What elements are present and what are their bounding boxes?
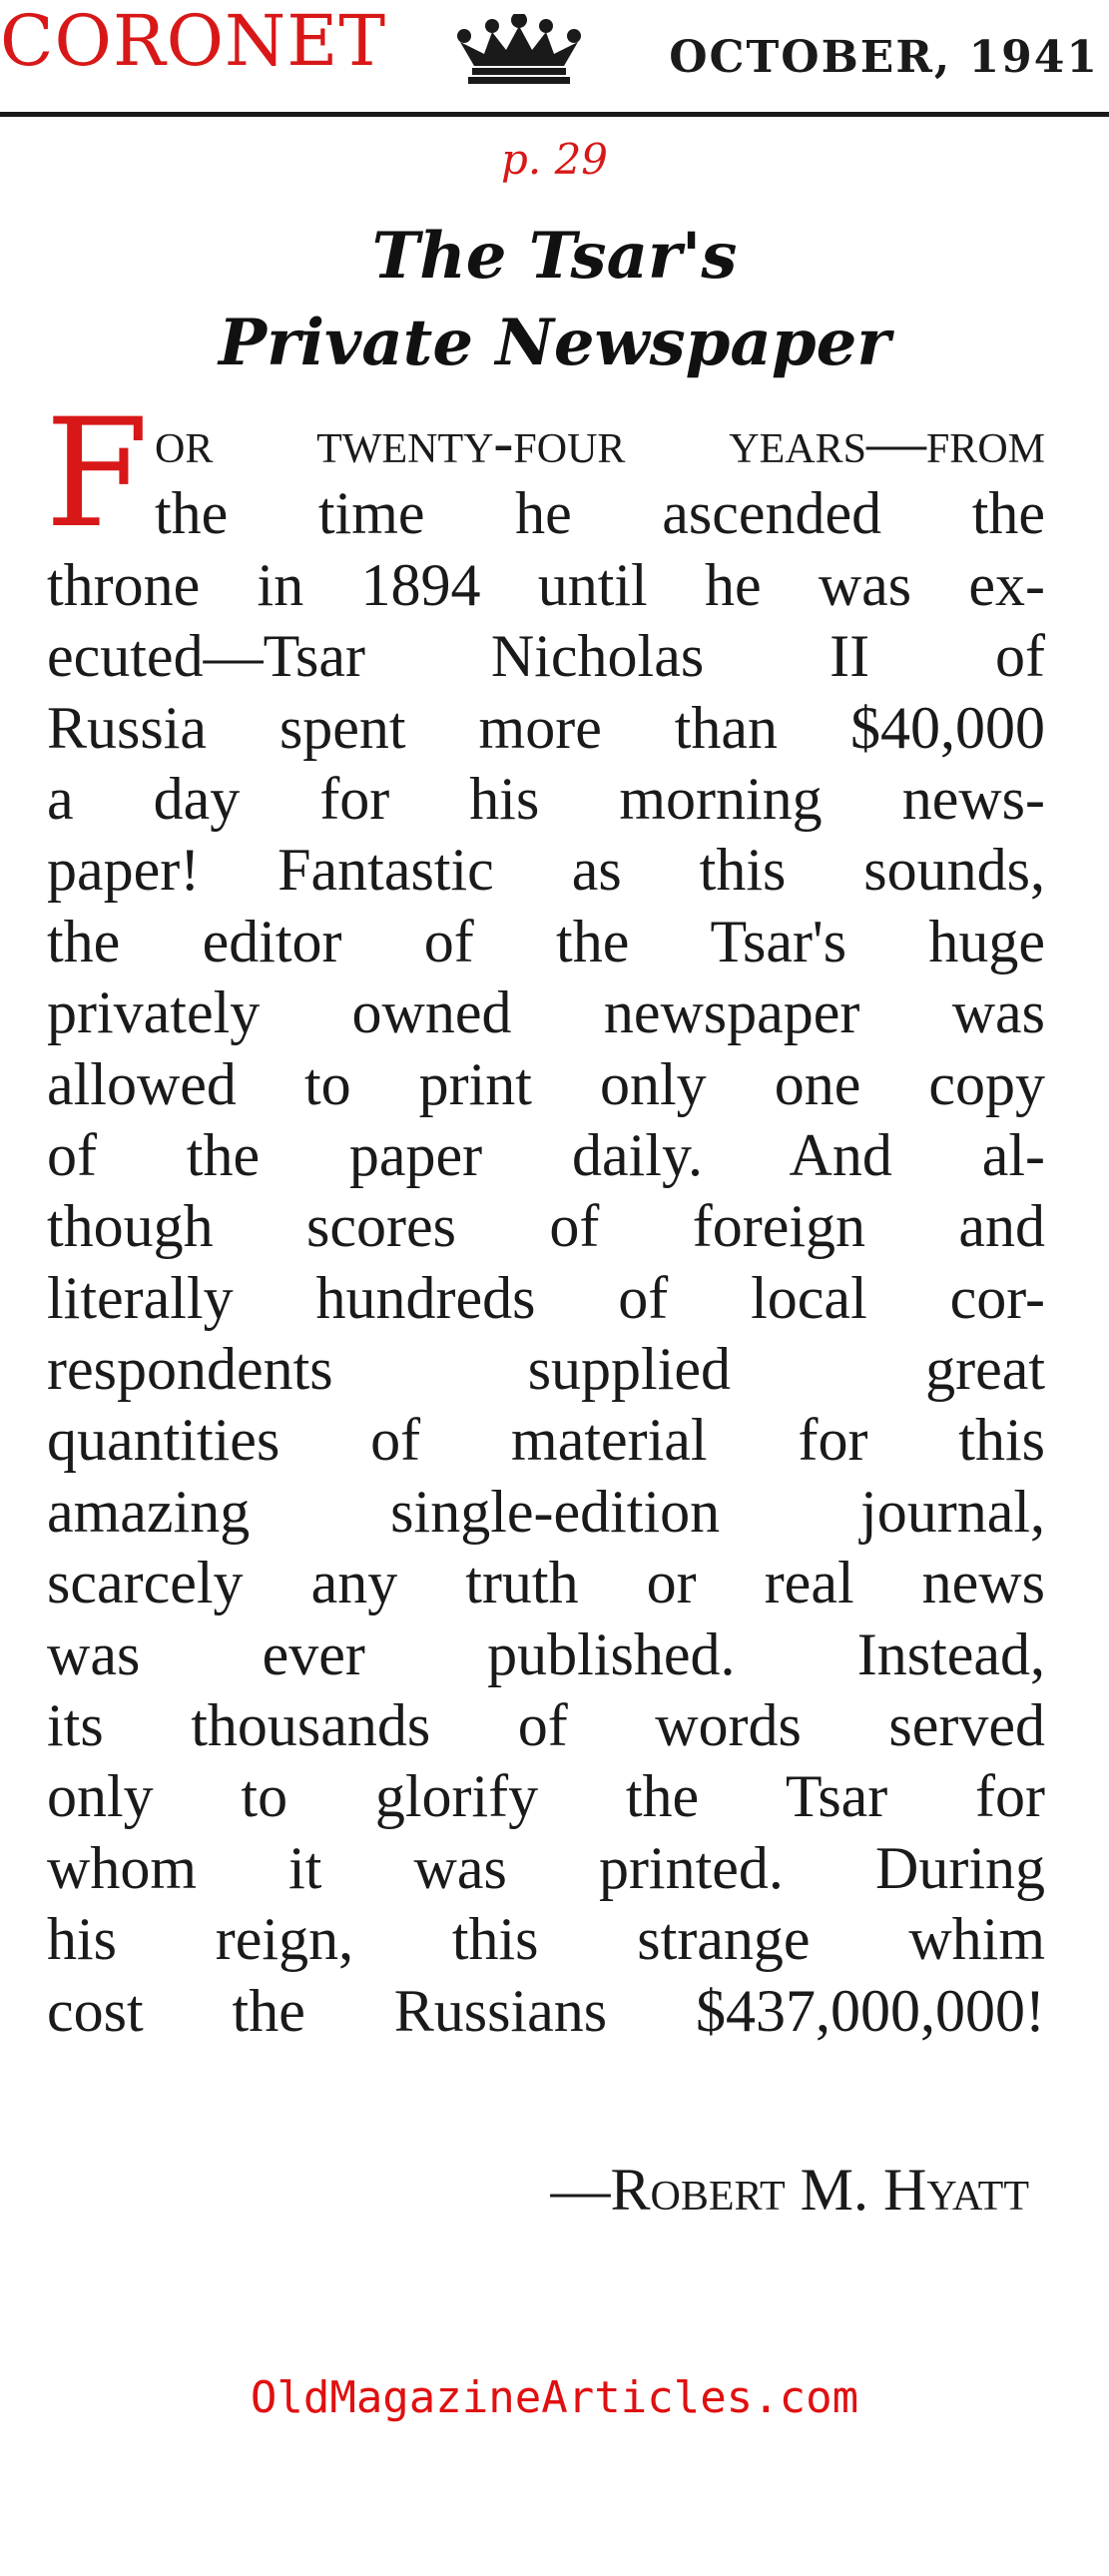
- body-line: the editor of the Tsar's huge: [47, 908, 1045, 974]
- byline: —Robert M. Hyatt: [550, 2157, 1029, 2223]
- body-line: literally hundreds of local cor-: [47, 1264, 1045, 1331]
- body-line: the time he ascended the: [155, 480, 1045, 547]
- body-line: amazing single-edition journal,: [47, 1478, 1045, 1545]
- article-title: [0, 213, 1109, 386]
- body-line: only to glorify the Tsar for: [47, 1763, 1045, 1830]
- magazine-name: CORONET: [0, 0, 387, 82]
- site-watermark: OldMagazineArticles.com: [250, 2372, 859, 2423]
- body-line: whom it was printed. During: [47, 1834, 1045, 1901]
- body-line: ecuted—Tsar Nicholas II of: [47, 623, 1045, 690]
- body-line: its thousands of words served: [47, 1692, 1045, 1759]
- body-line: respondents supplied great: [47, 1336, 1045, 1403]
- masthead: [0, 0, 1109, 118]
- issue-date: OCTOBER, 1941: [669, 32, 1099, 83]
- body-line: his reign, this strange whim: [47, 1906, 1045, 1973]
- page-number: p. 29: [500, 135, 609, 184]
- body-line: cost the Russians $437,000,000!: [47, 1977, 1045, 2044]
- drop-cap: F: [45, 387, 150, 561]
- title-line-1: The Tsar's: [371, 219, 738, 294]
- article-body: [47, 407, 1045, 2047]
- first-line-text: or twenty-four years—from: [155, 409, 1045, 475]
- body-line: of the paper daily. And al-: [47, 1121, 1045, 1188]
- body-line: paper! Fantastic as this sounds,: [47, 837, 1045, 904]
- body-lines: [47, 478, 1045, 2047]
- body-line: Russia spent more than $40,000: [47, 694, 1045, 761]
- body-line: was ever published. Instead,: [47, 1620, 1045, 1687]
- masthead-rule: [0, 112, 1109, 117]
- body-line: throne in 1894 until he was ex-: [47, 551, 1045, 618]
- body-line: quantities of material for this: [47, 1407, 1045, 1474]
- body-line: allowed to print only one copy: [47, 1050, 1045, 1117]
- title-line-2: Private Newspaper: [218, 306, 891, 380]
- body-line: a day for his morning news-: [47, 765, 1045, 832]
- crown-icon: [454, 14, 584, 86]
- body-line: privately owned newspaper was: [47, 979, 1045, 1046]
- body-line: though scores of foreign and: [47, 1193, 1045, 1260]
- body-line: scarcely any truth or real news: [47, 1550, 1045, 1616]
- body-line-first: [47, 407, 1045, 478]
